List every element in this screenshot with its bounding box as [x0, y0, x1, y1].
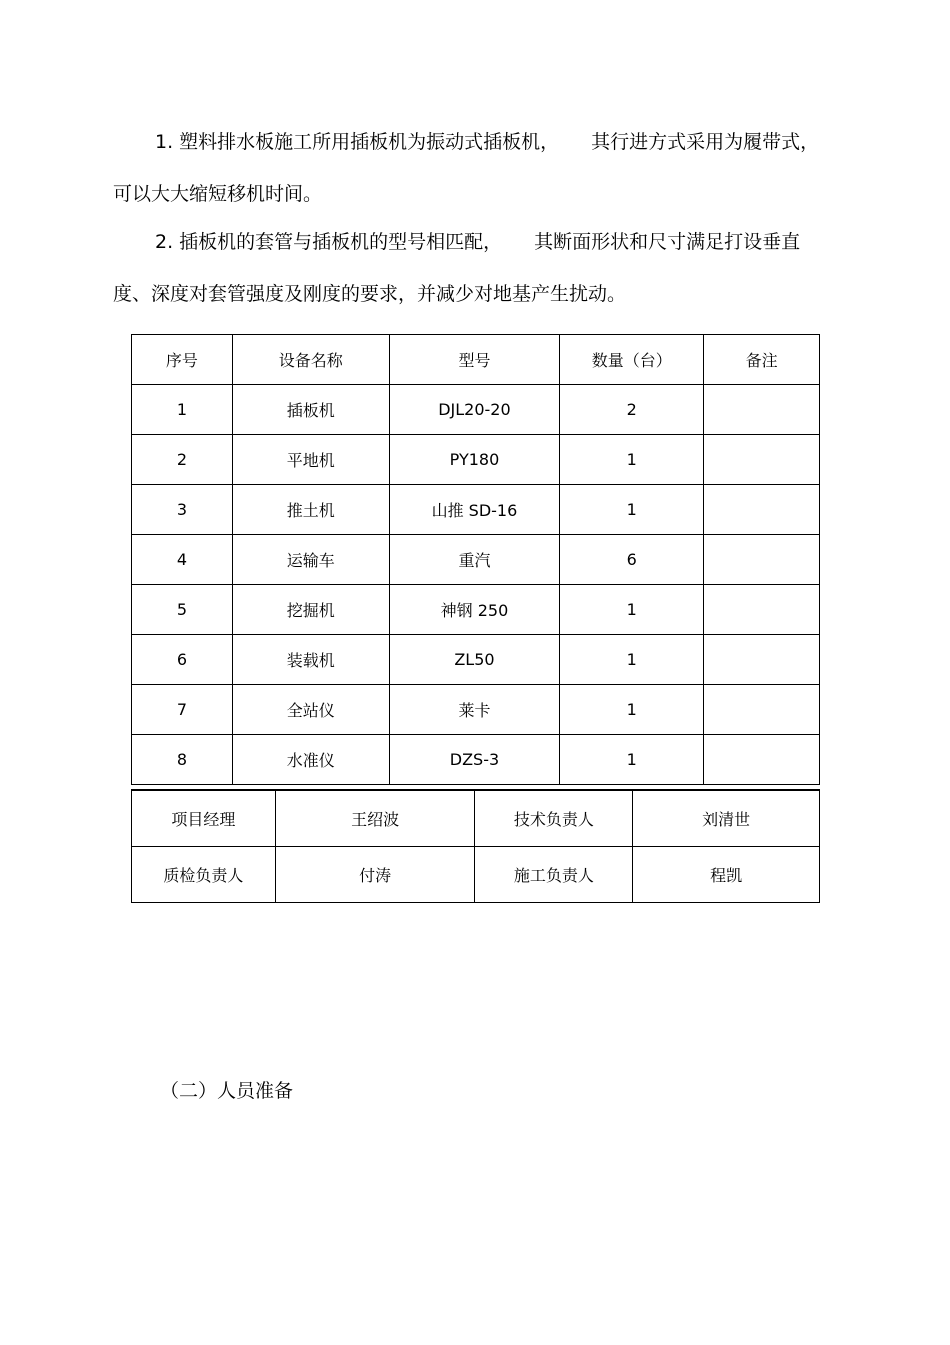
- table-cell: 1: [132, 385, 233, 435]
- table-cell: [704, 685, 820, 735]
- section-heading: （二）人员准备: [160, 1080, 294, 1102]
- table-cell: 4: [132, 535, 233, 585]
- table-cell: DJL20-20: [389, 385, 560, 435]
- table-cell: [704, 635, 820, 685]
- paragraph-1-part-b: 其行进方式采用为履带式，可以大大缩短移机时间。: [113, 131, 820, 205]
- table-cell: [704, 535, 820, 585]
- table-cell: 刘清世: [633, 790, 820, 847]
- table-row: [132, 635, 820, 685]
- table-cell: 6: [560, 535, 704, 585]
- table-cell: 程凯: [633, 847, 820, 903]
- table-row: [132, 485, 820, 535]
- table-row: [132, 585, 820, 635]
- table-cell: 型号: [389, 335, 560, 385]
- table-cell: 8: [132, 735, 233, 785]
- table-row: [132, 790, 820, 847]
- paragraph-2: [113, 216, 823, 320]
- table-cell: 莱卡: [389, 685, 560, 735]
- table-row: [132, 385, 820, 435]
- table-cell: [704, 735, 820, 785]
- table-cell: 1: [560, 635, 704, 685]
- table-cell: 技术负责人: [475, 790, 633, 847]
- staff-table: [131, 789, 820, 903]
- table-cell: 推土机: [232, 485, 389, 535]
- table-cell: 1: [560, 685, 704, 735]
- paragraph-1-part-a: 1. 塑料排水板施工所用插板机为振动式插板机，: [155, 131, 560, 153]
- table-cell: 2: [132, 435, 233, 485]
- table-cell: 施工负责人: [475, 847, 633, 903]
- table-cell: 装载机: [232, 635, 389, 685]
- table-cell: 1: [560, 735, 704, 785]
- equipment-table: [131, 334, 820, 785]
- paragraph-1: [113, 116, 823, 220]
- table-cell: 山推 SD-16: [389, 485, 560, 535]
- table-cell: 神钢 250: [389, 585, 560, 635]
- table-header-row: [132, 335, 820, 385]
- table-row: [132, 847, 820, 903]
- table-cell: [704, 385, 820, 435]
- table-cell: 平地机: [232, 435, 389, 485]
- table-cell: 序号: [132, 335, 233, 385]
- table-cell: 5: [132, 585, 233, 635]
- table-row: [132, 685, 820, 735]
- table-cell: 7: [132, 685, 233, 735]
- table-cell: [704, 585, 820, 635]
- table-cell: 王绍波: [275, 790, 475, 847]
- table-cell: DZS-3: [389, 735, 560, 785]
- table-cell: 6: [132, 635, 233, 685]
- table-cell: 全站仪: [232, 685, 389, 735]
- paragraph-2-part-b: 其断面形状和尺寸满足打设垂直度、深度对套管强度及刚度的要求，并减少对地基产生扰动。: [113, 231, 801, 305]
- table-cell: 运输车: [232, 535, 389, 585]
- table-cell: 重汽: [389, 535, 560, 585]
- table-row: [132, 435, 820, 485]
- table-cell: 插板机: [232, 385, 389, 435]
- table-cell: PY180: [389, 435, 560, 485]
- table-cell: ZL50: [389, 635, 560, 685]
- table-cell: 1: [560, 485, 704, 535]
- table-cell: 挖掘机: [232, 585, 389, 635]
- table-cell: 3: [132, 485, 233, 535]
- table-cell: 数量（台）: [560, 335, 704, 385]
- table-row: [132, 535, 820, 585]
- table-cell: 质检负责人: [132, 847, 276, 903]
- table-cell: [704, 435, 820, 485]
- table-cell: 备注: [704, 335, 820, 385]
- table-cell: 项目经理: [132, 790, 276, 847]
- table-cell: 付涛: [275, 847, 475, 903]
- table-cell: 设备名称: [232, 335, 389, 385]
- table-cell: [704, 485, 820, 535]
- paragraph-2-part-a: 2. 插板机的套管与插板机的型号相匹配，: [155, 231, 503, 253]
- table-cell: 水准仪: [232, 735, 389, 785]
- table-row: [132, 735, 820, 785]
- table-cell: 1: [560, 585, 704, 635]
- table-cell: 2: [560, 385, 704, 435]
- table-cell: 1: [560, 435, 704, 485]
